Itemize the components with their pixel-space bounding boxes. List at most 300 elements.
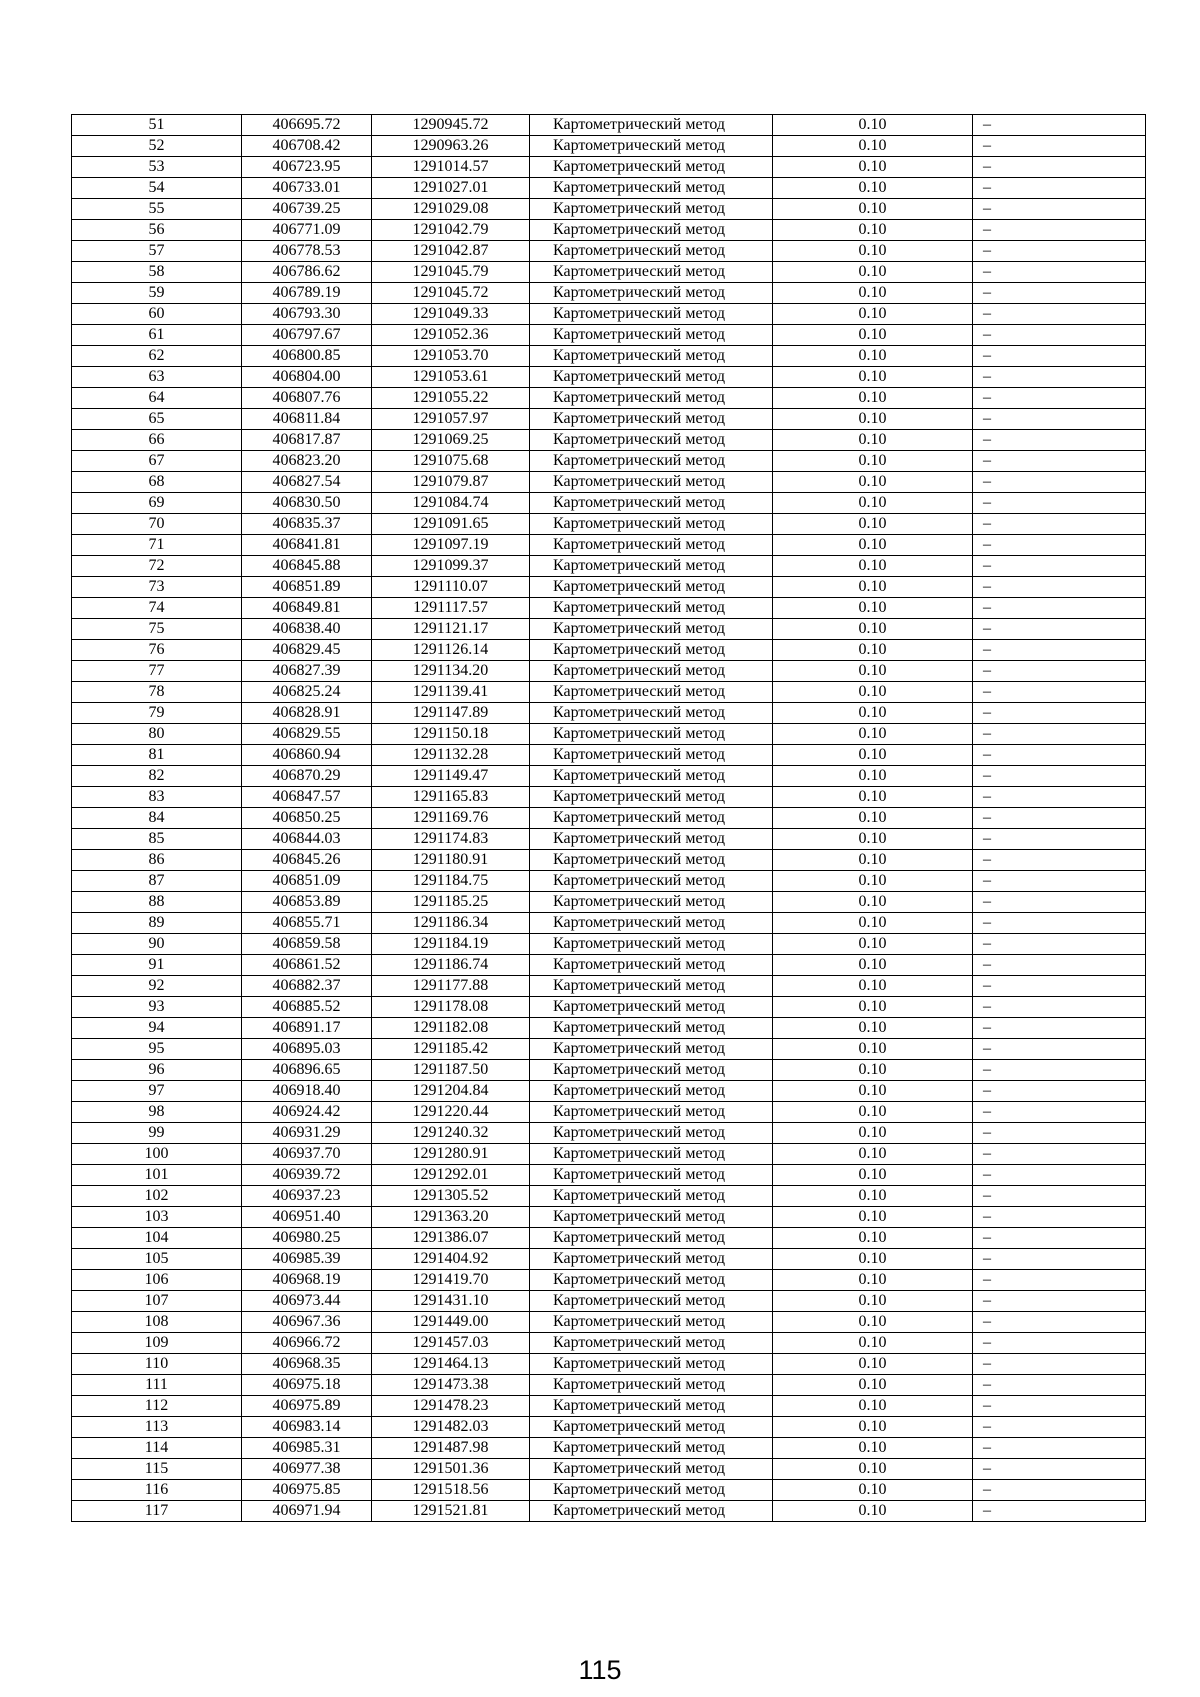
accuracy-cell: 0.10 (773, 976, 973, 997)
method-cell: Картометрический метод (530, 766, 773, 787)
table-row (72, 1018, 1146, 1039)
accuracy-cell: 0.10 (773, 157, 973, 178)
accuracy-cell: 0.10 (773, 724, 973, 745)
y-coordinate-cell: 1291117.57 (372, 598, 530, 619)
accuracy-cell: 0.10 (773, 1438, 973, 1459)
note-cell: – (973, 1270, 1146, 1291)
x-coordinate-cell: 406973.44 (242, 1291, 372, 1312)
x-coordinate-cell: 406830.50 (242, 493, 372, 514)
x-coordinate-cell: 406811.84 (242, 409, 372, 430)
note-cell: – (973, 661, 1146, 682)
note-cell: – (973, 619, 1146, 640)
table-row (72, 178, 1146, 199)
y-coordinate-cell: 1291079.87 (372, 472, 530, 493)
x-coordinate-cell: 406823.20 (242, 451, 372, 472)
y-coordinate-cell: 1291014.57 (372, 157, 530, 178)
table-row (72, 1207, 1146, 1228)
note-cell: – (973, 724, 1146, 745)
y-coordinate-cell: 1291052.36 (372, 325, 530, 346)
accuracy-cell: 0.10 (773, 262, 973, 283)
x-coordinate-cell: 406807.76 (242, 388, 372, 409)
point-number-cell: 109 (72, 1333, 242, 1354)
point-number-cell: 51 (72, 115, 242, 136)
table-row (72, 1081, 1146, 1102)
note-cell: – (973, 766, 1146, 787)
table-row (72, 1039, 1146, 1060)
method-cell: Картометрический метод (530, 661, 773, 682)
x-coordinate-cell: 406817.87 (242, 430, 372, 451)
x-coordinate-cell: 406847.57 (242, 787, 372, 808)
point-number-cell: 53 (72, 157, 242, 178)
accuracy-cell: 0.10 (773, 409, 973, 430)
y-coordinate-cell: 1291165.83 (372, 787, 530, 808)
accuracy-cell: 0.10 (773, 283, 973, 304)
point-number-cell: 65 (72, 409, 242, 430)
point-number-cell: 96 (72, 1060, 242, 1081)
method-cell: Картометрический метод (530, 325, 773, 346)
accuracy-cell: 0.10 (773, 934, 973, 955)
y-coordinate-cell: 1291097.19 (372, 535, 530, 556)
accuracy-cell: 0.10 (773, 1333, 973, 1354)
y-coordinate-cell: 1291292.01 (372, 1165, 530, 1186)
note-cell: – (973, 1438, 1146, 1459)
y-coordinate-cell: 1290963.26 (372, 136, 530, 157)
method-cell: Картометрический метод (530, 1459, 773, 1480)
table-row (72, 724, 1146, 745)
y-coordinate-cell: 1291139.41 (372, 682, 530, 703)
point-number-cell: 98 (72, 1102, 242, 1123)
method-cell: Картометрический метод (530, 409, 773, 430)
x-coordinate-cell: 406882.37 (242, 976, 372, 997)
method-cell: Картометрический метод (530, 136, 773, 157)
accuracy-cell: 0.10 (773, 955, 973, 976)
note-cell: – (973, 136, 1146, 157)
x-coordinate-cell: 406804.00 (242, 367, 372, 388)
y-coordinate-cell: 1291487.98 (372, 1438, 530, 1459)
accuracy-cell: 0.10 (773, 892, 973, 913)
y-coordinate-cell: 1291473.38 (372, 1375, 530, 1396)
point-number-cell: 89 (72, 913, 242, 934)
note-cell: – (973, 1060, 1146, 1081)
note-cell: – (973, 850, 1146, 871)
point-number-cell: 108 (72, 1312, 242, 1333)
y-coordinate-cell: 1291042.87 (372, 241, 530, 262)
note-cell: – (973, 640, 1146, 661)
note-cell: – (973, 1417, 1146, 1438)
table-row (72, 1144, 1146, 1165)
table-row (72, 976, 1146, 997)
y-coordinate-cell: 1291182.08 (372, 1018, 530, 1039)
note-cell: – (973, 955, 1146, 976)
x-coordinate-cell: 406739.25 (242, 199, 372, 220)
accuracy-cell: 0.10 (773, 1249, 973, 1270)
accuracy-cell: 0.10 (773, 136, 973, 157)
accuracy-cell: 0.10 (773, 388, 973, 409)
method-cell: Картометрический метод (530, 787, 773, 808)
x-coordinate-cell: 406845.26 (242, 850, 372, 871)
method-cell: Картометрический метод (530, 1333, 773, 1354)
point-number-cell: 58 (72, 262, 242, 283)
y-coordinate-cell: 1291457.03 (372, 1333, 530, 1354)
method-cell: Картометрический метод (530, 157, 773, 178)
method-cell: Картометрический метод (530, 178, 773, 199)
y-coordinate-cell: 1291280.91 (372, 1144, 530, 1165)
y-coordinate-cell: 1291177.88 (372, 976, 530, 997)
accuracy-cell: 0.10 (773, 997, 973, 1018)
table-row (72, 1291, 1146, 1312)
table-row (72, 1060, 1146, 1081)
method-cell: Картометрический метод (530, 199, 773, 220)
point-number-cell: 95 (72, 1039, 242, 1060)
table-row (72, 241, 1146, 262)
note-cell: – (973, 409, 1146, 430)
y-coordinate-cell: 1291419.70 (372, 1270, 530, 1291)
accuracy-cell: 0.10 (773, 1375, 973, 1396)
x-coordinate-cell: 406937.70 (242, 1144, 372, 1165)
x-coordinate-cell: 406845.88 (242, 556, 372, 577)
note-cell: – (973, 556, 1146, 577)
table-row (72, 1459, 1146, 1480)
table-row (72, 682, 1146, 703)
accuracy-cell: 0.10 (773, 1081, 973, 1102)
y-coordinate-cell: 1291069.25 (372, 430, 530, 451)
accuracy-cell: 0.10 (773, 1186, 973, 1207)
table-row (72, 346, 1146, 367)
accuracy-cell: 0.10 (773, 115, 973, 136)
note-cell: – (973, 745, 1146, 766)
note-cell: – (973, 1102, 1146, 1123)
accuracy-cell: 0.10 (773, 619, 973, 640)
method-cell: Картометрический метод (530, 1228, 773, 1249)
method-cell: Картометрический метод (530, 997, 773, 1018)
point-number-cell: 59 (72, 283, 242, 304)
method-cell: Картометрический метод (530, 1207, 773, 1228)
point-number-cell: 57 (72, 241, 242, 262)
y-coordinate-cell: 1291042.79 (372, 220, 530, 241)
note-cell: – (973, 178, 1146, 199)
y-coordinate-cell: 1291075.68 (372, 451, 530, 472)
x-coordinate-cell: 406855.71 (242, 913, 372, 934)
accuracy-cell: 0.10 (773, 1039, 973, 1060)
note-cell: – (973, 367, 1146, 388)
y-coordinate-cell: 1291134.20 (372, 661, 530, 682)
y-coordinate-cell: 1291150.18 (372, 724, 530, 745)
accuracy-cell: 0.10 (773, 325, 973, 346)
point-number-cell: 75 (72, 619, 242, 640)
note-cell: – (973, 829, 1146, 850)
x-coordinate-cell: 406708.42 (242, 136, 372, 157)
note-cell: – (973, 157, 1146, 178)
accuracy-cell: 0.10 (773, 766, 973, 787)
note-cell: – (973, 1333, 1146, 1354)
note-cell: – (973, 1501, 1146, 1522)
point-number-cell: 78 (72, 682, 242, 703)
table-row (72, 1333, 1146, 1354)
table-row (72, 136, 1146, 157)
method-cell: Картометрический метод (530, 1165, 773, 1186)
method-cell: Картометрический метод (530, 451, 773, 472)
accuracy-cell: 0.10 (773, 451, 973, 472)
table-row (72, 955, 1146, 976)
note-cell: – (973, 976, 1146, 997)
note-cell: – (973, 1354, 1146, 1375)
point-number-cell: 61 (72, 325, 242, 346)
y-coordinate-cell: 1291449.00 (372, 1312, 530, 1333)
table-row (72, 766, 1146, 787)
y-coordinate-cell: 1291184.19 (372, 934, 530, 955)
note-cell: – (973, 808, 1146, 829)
point-number-cell: 63 (72, 367, 242, 388)
note-cell: – (973, 703, 1146, 724)
note-cell: – (973, 514, 1146, 535)
point-number-cell: 76 (72, 640, 242, 661)
table-row (72, 1312, 1146, 1333)
x-coordinate-cell: 406844.03 (242, 829, 372, 850)
y-coordinate-cell: 1290945.72 (372, 115, 530, 136)
note-cell: – (973, 997, 1146, 1018)
x-coordinate-cell: 406975.89 (242, 1396, 372, 1417)
x-coordinate-cell: 406860.94 (242, 745, 372, 766)
x-coordinate-cell: 406891.17 (242, 1018, 372, 1039)
method-cell: Картометрический метод (530, 1291, 773, 1312)
method-cell: Картометрический метод (530, 619, 773, 640)
accuracy-cell: 0.10 (773, 661, 973, 682)
note-cell: – (973, 1291, 1146, 1312)
y-coordinate-cell: 1291178.08 (372, 997, 530, 1018)
point-number-cell: 110 (72, 1354, 242, 1375)
x-coordinate-cell: 406849.81 (242, 598, 372, 619)
accuracy-cell: 0.10 (773, 1060, 973, 1081)
method-cell: Картометрический метод (530, 1438, 773, 1459)
table-row (72, 1396, 1146, 1417)
x-coordinate-cell: 406786.62 (242, 262, 372, 283)
method-cell: Картометрический метод (530, 955, 773, 976)
accuracy-cell: 0.10 (773, 220, 973, 241)
table-row (72, 1438, 1146, 1459)
y-coordinate-cell: 1291186.74 (372, 955, 530, 976)
note-cell: – (973, 787, 1146, 808)
y-coordinate-cell: 1291049.33 (372, 304, 530, 325)
accuracy-cell: 0.10 (773, 241, 973, 262)
note-cell: – (973, 1018, 1146, 1039)
point-number-cell: 113 (72, 1417, 242, 1438)
method-cell: Картометрический метод (530, 283, 773, 304)
x-coordinate-cell: 406918.40 (242, 1081, 372, 1102)
point-number-cell: 111 (72, 1375, 242, 1396)
table-row (72, 199, 1146, 220)
y-coordinate-cell: 1291149.47 (372, 766, 530, 787)
x-coordinate-cell: 406859.58 (242, 934, 372, 955)
method-cell: Картометрический метод (530, 1354, 773, 1375)
x-coordinate-cell: 406850.25 (242, 808, 372, 829)
method-cell: Картометрический метод (530, 850, 773, 871)
point-number-cell: 66 (72, 430, 242, 451)
note-cell: – (973, 598, 1146, 619)
method-cell: Картометрический метод (530, 598, 773, 619)
accuracy-cell: 0.10 (773, 1396, 973, 1417)
x-coordinate-cell: 406838.40 (242, 619, 372, 640)
x-coordinate-cell: 406966.72 (242, 1333, 372, 1354)
table-row (72, 367, 1146, 388)
point-number-cell: 55 (72, 199, 242, 220)
table-row (72, 640, 1146, 661)
x-coordinate-cell: 406896.65 (242, 1060, 372, 1081)
table-row (72, 598, 1146, 619)
accuracy-cell: 0.10 (773, 1165, 973, 1186)
table-row (72, 745, 1146, 766)
x-coordinate-cell: 406977.38 (242, 1459, 372, 1480)
x-coordinate-cell: 406797.67 (242, 325, 372, 346)
y-coordinate-cell: 1291464.13 (372, 1354, 530, 1375)
coordinates-table (71, 114, 1146, 1522)
y-coordinate-cell: 1291431.10 (372, 1291, 530, 1312)
point-number-cell: 82 (72, 766, 242, 787)
table-row (72, 1102, 1146, 1123)
table-row (72, 1186, 1146, 1207)
accuracy-cell: 0.10 (773, 577, 973, 598)
point-number-cell: 100 (72, 1144, 242, 1165)
method-cell: Картометрический метод (530, 1396, 773, 1417)
table-row (72, 934, 1146, 955)
accuracy-cell: 0.10 (773, 178, 973, 199)
note-cell: – (973, 913, 1146, 934)
method-cell: Картометрический метод (530, 1081, 773, 1102)
accuracy-cell: 0.10 (773, 808, 973, 829)
y-coordinate-cell: 1291169.76 (372, 808, 530, 829)
method-cell: Картометрический метод (530, 724, 773, 745)
accuracy-cell: 0.10 (773, 493, 973, 514)
table-row (72, 850, 1146, 871)
x-coordinate-cell: 406789.19 (242, 283, 372, 304)
note-cell: – (973, 1081, 1146, 1102)
method-cell: Картометрический метод (530, 367, 773, 388)
accuracy-cell: 0.10 (773, 787, 973, 808)
point-number-cell: 62 (72, 346, 242, 367)
method-cell: Картометрический метод (530, 682, 773, 703)
table-row (72, 703, 1146, 724)
accuracy-cell: 0.10 (773, 1018, 973, 1039)
method-cell: Картометрический метод (530, 430, 773, 451)
table-row (72, 661, 1146, 682)
accuracy-cell: 0.10 (773, 199, 973, 220)
table-row (72, 1270, 1146, 1291)
y-coordinate-cell: 1291186.34 (372, 913, 530, 934)
x-coordinate-cell: 406975.18 (242, 1375, 372, 1396)
table-row (72, 829, 1146, 850)
y-coordinate-cell: 1291305.52 (372, 1186, 530, 1207)
note-cell: – (973, 346, 1146, 367)
note-cell: – (973, 199, 1146, 220)
table-row (72, 220, 1146, 241)
y-coordinate-cell: 1291126.14 (372, 640, 530, 661)
method-cell: Картометрический метод (530, 1270, 773, 1291)
y-coordinate-cell: 1291478.23 (372, 1396, 530, 1417)
table-row (72, 808, 1146, 829)
y-coordinate-cell: 1291521.81 (372, 1501, 530, 1522)
point-number-cell: 103 (72, 1207, 242, 1228)
point-number-cell: 86 (72, 850, 242, 871)
y-coordinate-cell: 1291184.75 (372, 871, 530, 892)
method-cell: Картометрический метод (530, 745, 773, 766)
table-row (72, 472, 1146, 493)
point-number-cell: 83 (72, 787, 242, 808)
method-cell: Картометрический метод (530, 1375, 773, 1396)
point-number-cell: 70 (72, 514, 242, 535)
note-cell: – (973, 325, 1146, 346)
x-coordinate-cell: 406870.29 (242, 766, 372, 787)
table-row (72, 304, 1146, 325)
method-cell: Картометрический метод (530, 640, 773, 661)
table-row (72, 1249, 1146, 1270)
y-coordinate-cell: 1291029.08 (372, 199, 530, 220)
x-coordinate-cell: 406851.09 (242, 871, 372, 892)
x-coordinate-cell: 406829.45 (242, 640, 372, 661)
note-cell: – (973, 1039, 1146, 1060)
point-number-cell: 92 (72, 976, 242, 997)
y-coordinate-cell: 1291132.28 (372, 745, 530, 766)
y-coordinate-cell: 1291204.84 (372, 1081, 530, 1102)
point-number-cell: 67 (72, 451, 242, 472)
x-coordinate-cell: 406861.52 (242, 955, 372, 976)
method-cell: Картометрический метод (530, 262, 773, 283)
table-body (72, 115, 1146, 1522)
accuracy-cell: 0.10 (773, 1228, 973, 1249)
table-row (72, 1480, 1146, 1501)
table-row (72, 787, 1146, 808)
note-cell: – (973, 1480, 1146, 1501)
note-cell: – (973, 493, 1146, 514)
point-number-cell: 117 (72, 1501, 242, 1522)
accuracy-cell: 0.10 (773, 1417, 973, 1438)
point-number-cell: 54 (72, 178, 242, 199)
y-coordinate-cell: 1291363.20 (372, 1207, 530, 1228)
table-row (72, 997, 1146, 1018)
accuracy-cell: 0.10 (773, 703, 973, 724)
table-row (72, 556, 1146, 577)
point-number-cell: 106 (72, 1270, 242, 1291)
table-row (72, 535, 1146, 556)
point-number-cell: 85 (72, 829, 242, 850)
note-cell: – (973, 1375, 1146, 1396)
point-number-cell: 60 (72, 304, 242, 325)
x-coordinate-cell: 406825.24 (242, 682, 372, 703)
point-number-cell: 71 (72, 535, 242, 556)
point-number-cell: 80 (72, 724, 242, 745)
y-coordinate-cell: 1291240.32 (372, 1123, 530, 1144)
y-coordinate-cell: 1291053.70 (372, 346, 530, 367)
point-number-cell: 69 (72, 493, 242, 514)
note-cell: – (973, 304, 1146, 325)
accuracy-cell: 0.10 (773, 1123, 973, 1144)
x-coordinate-cell: 406937.23 (242, 1186, 372, 1207)
x-coordinate-cell: 406841.81 (242, 535, 372, 556)
method-cell: Картометрический метод (530, 1123, 773, 1144)
x-coordinate-cell: 406835.37 (242, 514, 372, 535)
x-coordinate-cell: 406800.85 (242, 346, 372, 367)
x-coordinate-cell: 406985.31 (242, 1438, 372, 1459)
point-number-cell: 101 (72, 1165, 242, 1186)
x-coordinate-cell: 406951.40 (242, 1207, 372, 1228)
accuracy-cell: 0.10 (773, 850, 973, 871)
method-cell: Картометрический метод (530, 1480, 773, 1501)
method-cell: Картометрический метод (530, 514, 773, 535)
y-coordinate-cell: 1291220.44 (372, 1102, 530, 1123)
y-coordinate-cell: 1291482.03 (372, 1417, 530, 1438)
x-coordinate-cell: 406827.54 (242, 472, 372, 493)
point-number-cell: 74 (72, 598, 242, 619)
x-coordinate-cell: 406968.35 (242, 1354, 372, 1375)
method-cell: Картометрический метод (530, 1312, 773, 1333)
